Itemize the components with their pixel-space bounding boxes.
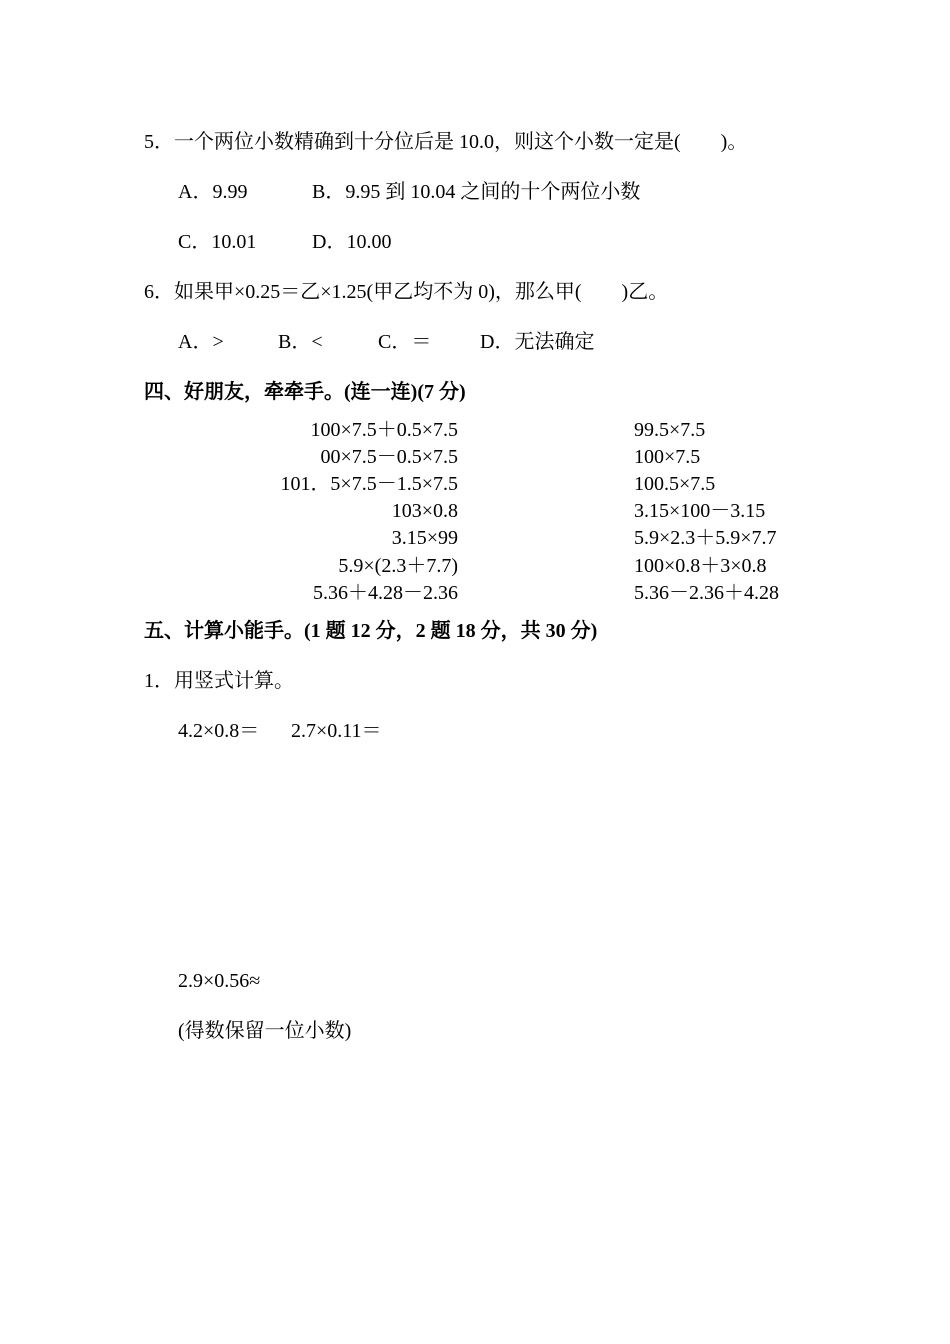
section4-heading: 四、好朋友，牵牵手。(连一连)(7 分) — [144, 381, 466, 403]
match-left-item[interactable]: 100×7.5＋0.5×7.5 — [310, 419, 458, 441]
match-right-item[interactable]: 5.36－2.36＋4.28 — [634, 582, 779, 604]
rounding-note: (得数保留一位小数) — [178, 1020, 352, 1042]
calc-item-3: 2.9×0.56≈ — [178, 970, 261, 992]
q6-option-d[interactable]: D．无法确定 — [480, 331, 595, 353]
match-right-item[interactable]: 100.5×7.5 — [634, 473, 716, 495]
q6-option-b[interactable]: B．< — [278, 331, 323, 353]
calc-item-1: 4.2×0.8＝ — [178, 720, 260, 742]
q1-title: 1．用竖式计算。 — [144, 670, 294, 692]
match-left-item[interactable]: 5.36＋4.28－2.36 — [313, 582, 458, 604]
match-right-item[interactable]: 99.5×7.5 — [634, 419, 706, 441]
q6-option-a[interactable]: A．> — [178, 331, 224, 353]
q5-option-a[interactable]: A．9.99 — [178, 181, 248, 203]
match-left-item[interactable]: 103×0.8 — [391, 500, 458, 522]
q5-option-b[interactable]: B．9.95 到 10.04 之间的十个两位小数 — [312, 181, 641, 203]
match-left-item[interactable]: 3.15×99 — [391, 527, 458, 549]
match-left-item[interactable]: 00×7.5－0.5×7.5 — [320, 446, 458, 468]
match-right-item[interactable]: 3.15×100－3.15 — [634, 500, 766, 522]
q6-stem: 6．如果甲×0.25＝乙×1.25(甲乙均不为 0)，那么甲( )乙。 — [144, 281, 669, 303]
match-right-item[interactable]: 100×0.8＋3×0.8 — [634, 555, 767, 577]
q5-option-c[interactable]: C．10.01 — [178, 231, 257, 253]
q5-option-d[interactable]: D．10.00 — [312, 231, 392, 253]
match-right-item[interactable]: 5.9×2.3＋5.9×7.7 — [634, 527, 777, 549]
calc-item-2: 2.7×0.11＝ — [291, 720, 382, 742]
match-left-item[interactable]: 101．5×7.5－1.5×7.5 — [280, 473, 458, 495]
section5-heading: 五、计算小能手。(1 题 12 分，2 题 18 分，共 30 分) — [144, 620, 598, 642]
match-left-item[interactable]: 5.9×(2.3＋7.7) — [338, 555, 458, 577]
q5-stem: 5．一个两位小数精确到十分位后是 10.0，则这个小数一定是( )。 — [144, 131, 748, 153]
match-right-item[interactable]: 100×7.5 — [634, 446, 701, 468]
q6-option-c[interactable]: C．＝ — [378, 331, 432, 353]
